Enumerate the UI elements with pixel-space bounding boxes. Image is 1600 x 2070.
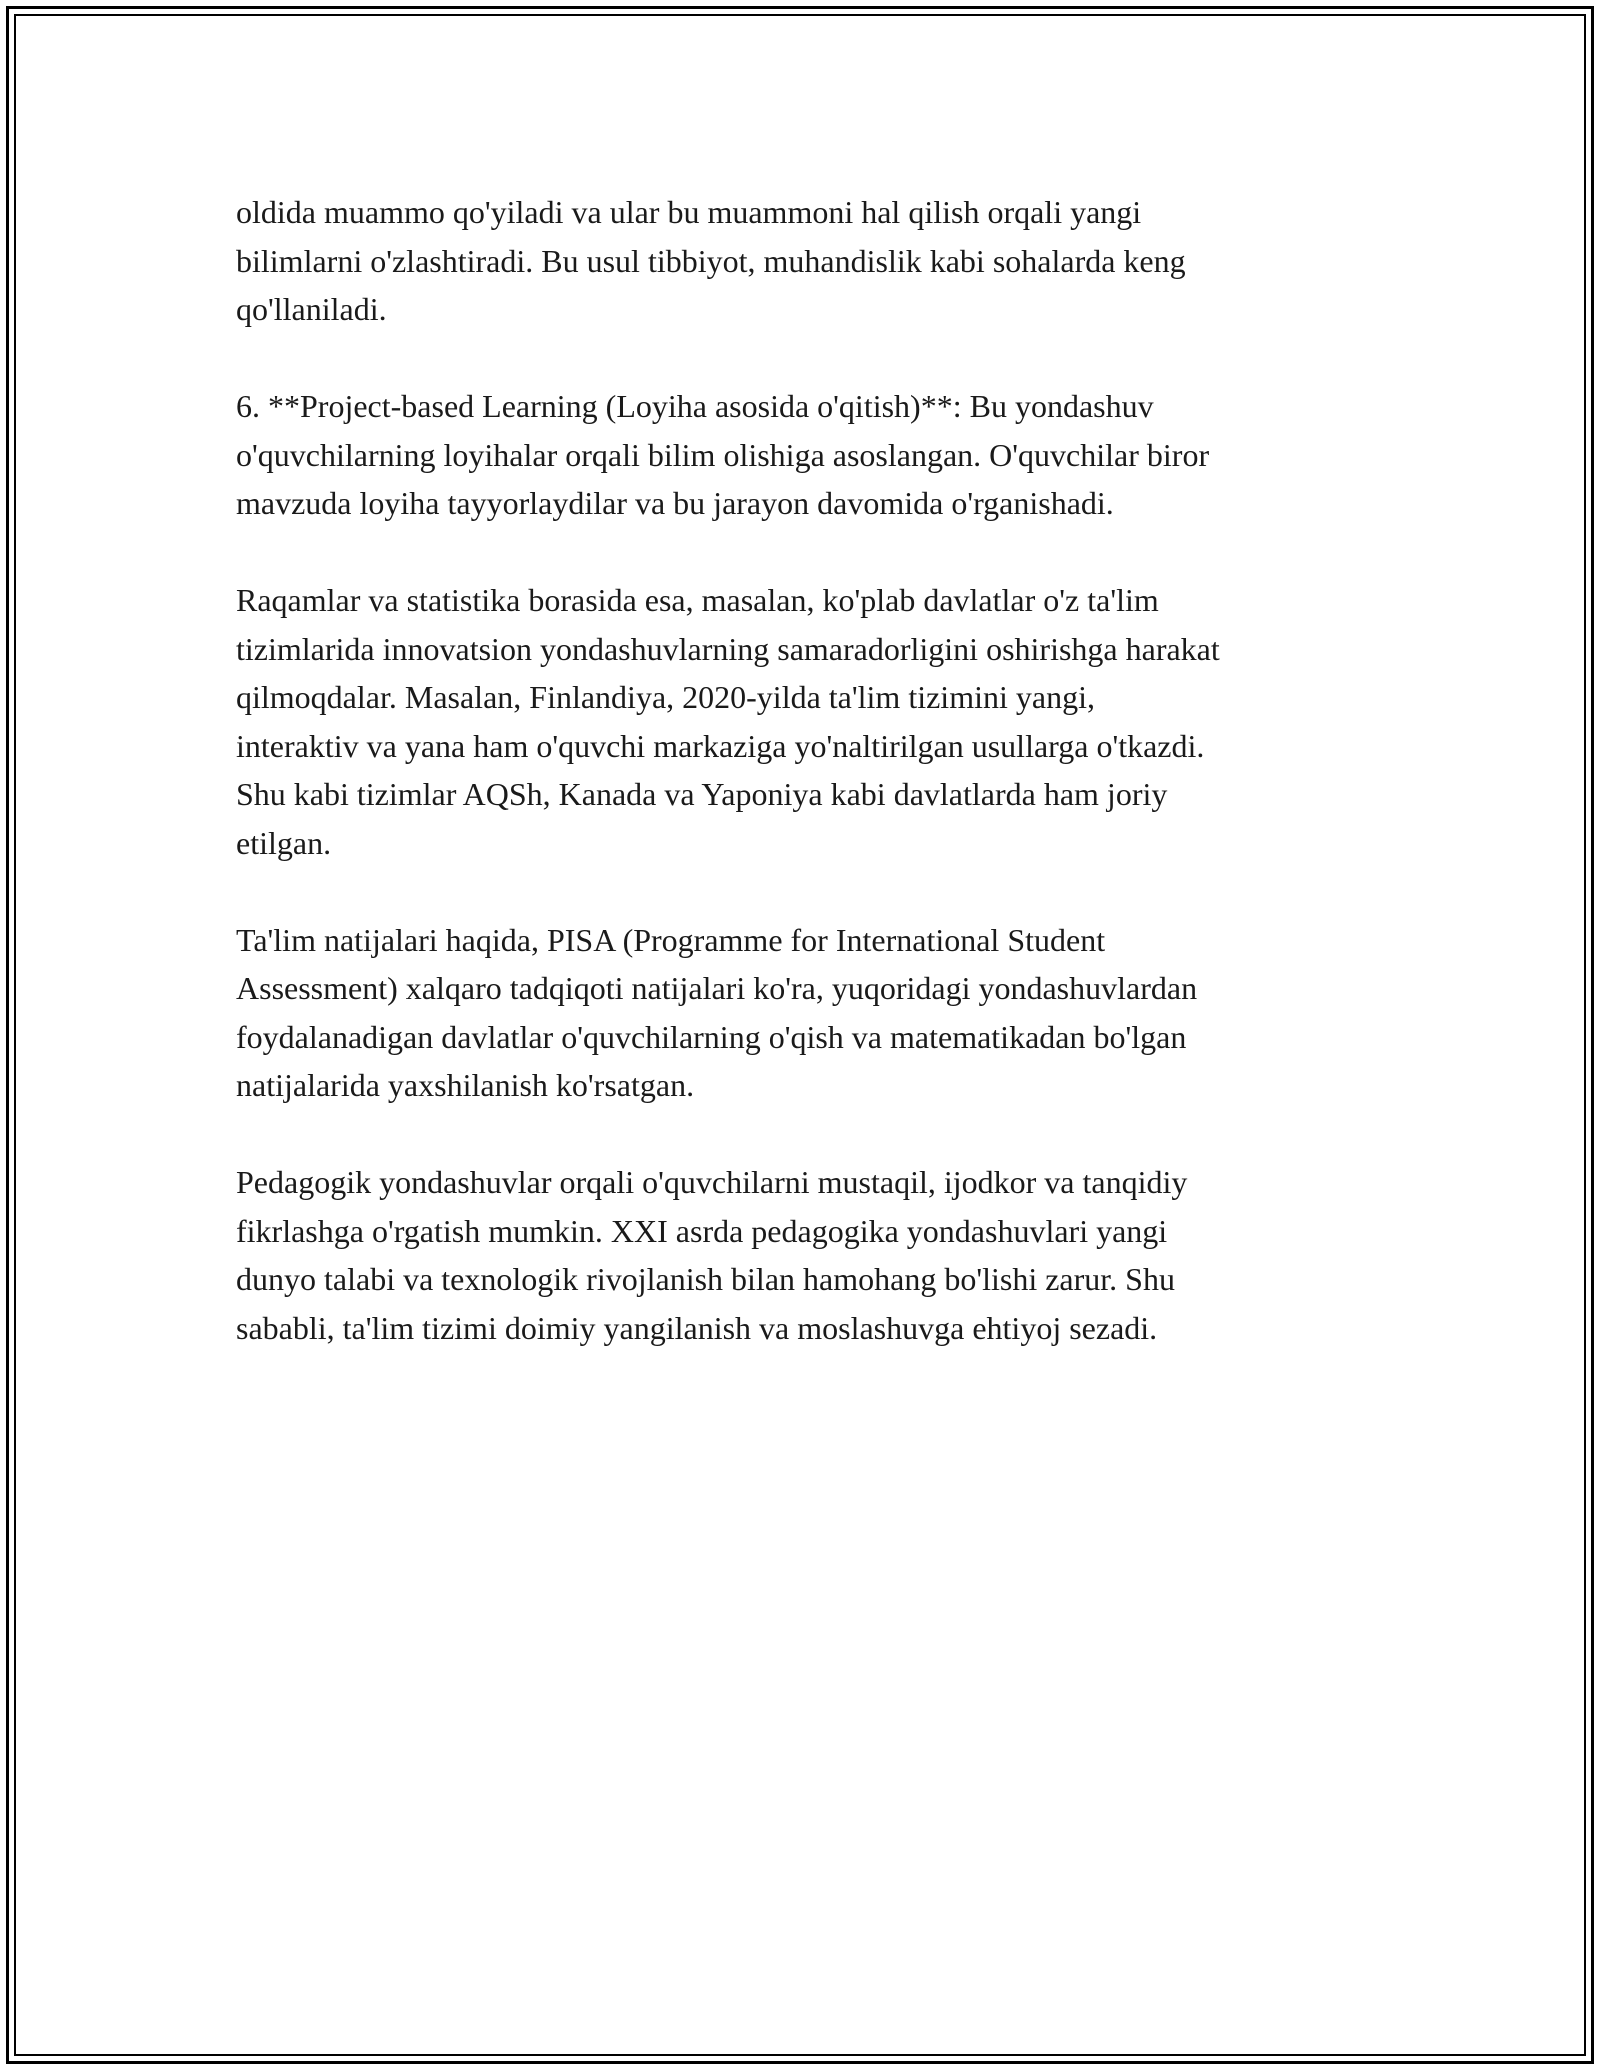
document-body [236,188,1376,1401]
paragraph-statistics: Raqamlar va statistika borasida esa, masalan, ko'plab davlatlar o'z ta'lim tizimlarida innovatsion yondashuvlarning samaradorligini oshirishga harakat qilmoqdalar. Masalan, Finlandiya, 2020-yilda ta'lim tizimini yangi, interaktiv va yana ham o'quvchi markaziga yo'naltirilgan usullarga o'tkazdi. Shu kabi tizimlar AQSh, Kanada va Yaponiya kabi davlatlarda ham joriy etilgan. [236,582,1220,861]
paragraph-pbl-continuation: oldida muammo qo'yiladi va ular bu muammoni hal qilish orqali yangi bilimlarni o'zlashtiradi. Bu usul tibbiyot, muhandislik kabi sohalarda keng qo'llaniladi. [236,194,1186,327]
paragraph-pisa-results: Ta'lim natijalari haqida, PISA (Programme for International Student Assessment) xalqaro tadqiqoti natijalari ko'ra, yuqoridagi yondashuvlardan foydalanadigan davlatlar o'quvchilarning o'qish va matematikadan bo'lgan natijalarida yaxshilanish ko'rsatgan. [236,921,1198,1103]
paragraph-conclusion: Pedagogik yondashuvlar orqali o'quvchilarni mustaqil, ijodkor va tanqidiy fikrlashga o'rgatish mumkin. XXI asrda pedagogika yondashuvlari yangi dunyo talabi va texnologik rivojlanish bilan hamohang bo'lishi zarur. Shu sababli, ta'lim tizimi doimiy yangilanish va moslashuvga ehtiyoj sezadi. [236,1164,1188,1346]
paragraph-project-based-learning: 6. **Project-based Learning (Loyiha asosida o'qitish)**: Bu yondashuv o'quvchilarning loyihalar orqali bilim olishiga asoslangan. O'quvchilar biror mavzuda loyiha tayyorlaydilar va bu jarayon davomida o'rganishadi. [236,388,1210,521]
